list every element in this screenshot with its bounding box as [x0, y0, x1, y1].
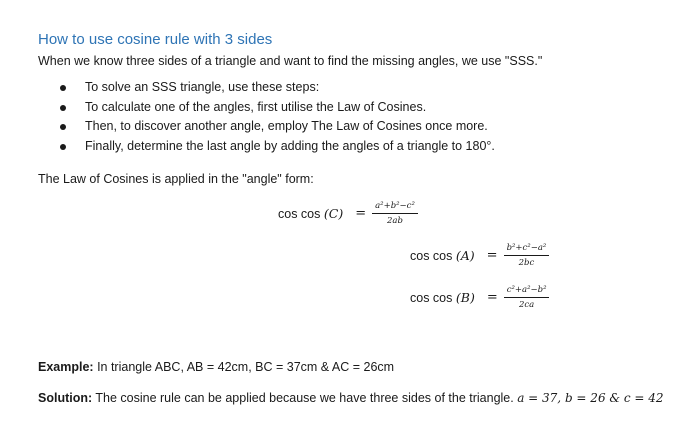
fraction	[372, 202, 418, 225]
solution-math: a = 37, b = 26 & c = 42	[517, 391, 664, 405]
fraction-denominator: 2bc	[518, 257, 535, 268]
formula-lhs: cos cos (B)	[410, 290, 475, 305]
formula-lhs: cos cos (A)	[410, 248, 475, 263]
formula-lhs: cos cos (C)	[278, 206, 344, 221]
example-paragraph	[38, 360, 394, 374]
fraction-numerator: b²+c²−a²	[504, 244, 550, 256]
list-item: To solve an SSS triangle, use these steps:	[60, 80, 495, 100]
fraction	[504, 286, 550, 309]
solution-paragraph	[38, 389, 678, 408]
example-label: Example:	[38, 360, 94, 374]
section-heading: How to use cosine rule with 3 sides	[38, 31, 273, 48]
fraction-numerator: a²+b²−c²	[372, 202, 418, 214]
solution-label: Solution:	[38, 391, 93, 405]
list-item: Finally, determine the last angle by adding the angles of a triangle to 180°.	[60, 139, 495, 159]
list-item: To calculate one of the angles, first utilise the Law of Cosines.	[60, 100, 495, 120]
formula-cos-c	[278, 202, 418, 225]
equals-sign: =	[486, 290, 498, 305]
fraction	[504, 244, 550, 267]
formula-cos-a	[410, 244, 549, 267]
example-text: In triangle ABC, AB = 42cm, BC = 37cm & AC = 26cm	[93, 360, 395, 374]
steps-list	[60, 80, 495, 158]
solution-text: The cosine rule can be applied because we have three sides of the triangle.	[92, 391, 518, 405]
fraction-numerator: c²+a²−b²	[504, 286, 550, 298]
equals-sign: =	[355, 206, 367, 221]
law-intro-text: The Law of Cosines is applied in the "angle" form:	[38, 172, 314, 186]
formula-cos-b	[410, 286, 549, 309]
intro-paragraph: When we know three sides of a triangle and want to find the missing angles, we use "SSS."	[38, 54, 543, 68]
fraction-denominator: 2ca	[518, 299, 535, 310]
list-item: Then, to discover another angle, employ The Law of Cosines once more.	[60, 119, 495, 139]
fraction-denominator: 2ab	[387, 215, 403, 226]
equals-sign: =	[486, 248, 498, 263]
